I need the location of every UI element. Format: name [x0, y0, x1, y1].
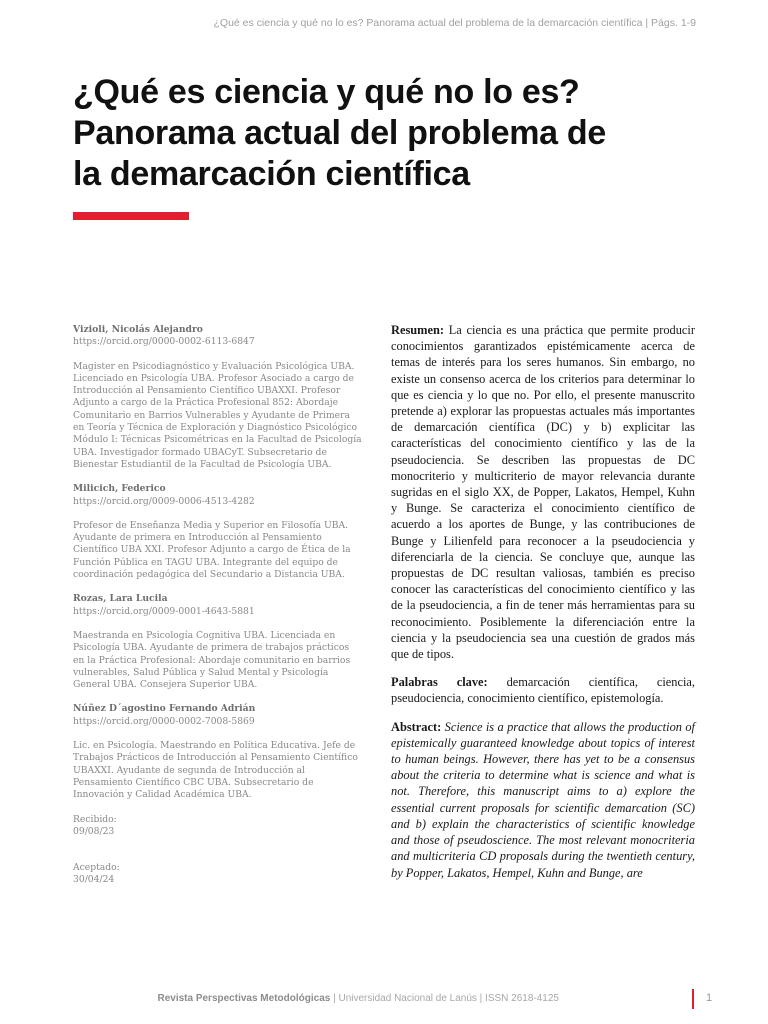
- author-bio: Magister en Psicodiagnóstico y Evaluación Psicológica UBA. Licenciado en Psicología UBA. Profesor Asociado a cargo de Introducción al Pensamiento Científico UBAXXI. Profesor Adjunto a cargo de la Práctica Profesional 852: Abordaje Comunitario en Barrios Vulnerables y Ayudante de Primera en Teoría y Técnica de Exploración y Diagnóstico Psicológico Módulo I: Técnicas Psicométricas en la Facultad de Psicología UBA. Investigador formado UBACyT. Subsecretario de Bienestar Estudiantil de la Facultad de Psicología UBA.: [73, 360, 362, 470]
- abstract-label: Abstract:: [391, 719, 442, 734]
- keywords-paragraph: [391, 674, 695, 706]
- abstract-paragraph: [391, 719, 695, 881]
- resumen-text: La ciencia es una práctica que permite producir conocimientos garantizados epistémicamente acerca de temas de interés para los seres humanos. Sin embargo, no existe un consenso acerca de los criterios para determinar lo que es ciencia y lo que no. Por ello, el presente manuscrito pretende a) explorar las propuestas actuales más importantes de demarcación científica (DC) y b) explicitar las características del conocimiento científico y las de la pseudociencia. Se describen las propuestas de DC monocriterio y multicriterio de mayor relevancia durante sugridas en el siglo XX, de Popper, Lakatos, Hempel, Kuhn y Bunge. Se caracteriza el conocimiento científico de acuerdo a los aportes de Bunge, y las contribuciones de Bunge y Lilienfeld para reconocer a la pseudociencia y diferenciarla de la ciencia. Se concluye que, aunque las propuestas de DC resultan valiosas, también es preciso conocer las características del conocimiento científico y las de la pseudociencia, a fin de tener más herramientas para su reconocimiento. Posiblemente la diferenciación entre la ciencia y la pseudociencia sea una cuestión de grados más que de tipos.: [391, 323, 695, 662]
- author-orcid-link[interactable]: https://orcid.org/0009-0006-4513-4282: [73, 495, 255, 507]
- footer-journal-info: [157, 993, 559, 1004]
- resumen-paragraph: [391, 322, 695, 662]
- author-bio: Profesor de Enseñanza Media y Superior en Filosofía UBA. Ayudante de primera en Introducción al Pensamiento Científico UBA XXI. Profesor Adjunto a cargo de Ética de la Función Pública en TAGU UBA. Integrante del equipo de coordinación pedagógica del Secundario a Distancia UBA.: [73, 519, 351, 581]
- keywords-label: Palabras clave:: [391, 675, 488, 690]
- author-orcid-link[interactable]: https://orcid.org/0009-0001-4643-5881: [73, 605, 255, 617]
- accepted-label: Aceptado:: [73, 862, 120, 874]
- abstract-text: Science is a practice that allows the production of epistemically guaranteed knowledge about topics of interest to human beings. However, there has yet to be a consensus about the criteria to determine what is science and what is not. Therefore, this manuscript aims to a) explore the essential current proposals for scientific demarcation (SC) and b) explain the characteristics of scientific knowledge and those of pseudoscience. The most relevant monocriteria and multicriteria CD proposals during the twentieth century, by Popper, Lakatos, Hempel, Kuhn and Bunge, are: [391, 719, 695, 880]
- author-block: [73, 483, 363, 581]
- author-name: Milicich, Federico: [73, 483, 166, 495]
- article-title: [73, 72, 713, 195]
- footer-journal-name: Revista Perspectivas Metodológicas: [157, 993, 331, 1004]
- author-name: Rozas, Lara Lucila: [73, 593, 168, 605]
- accepted-date: 30/04/24: [73, 874, 115, 886]
- received-label: Recibido:: [73, 813, 117, 825]
- resumen-label: Resumen:: [391, 323, 444, 337]
- title-accent-rule: [73, 212, 189, 220]
- running-header: ¿Qué es ciencia y qué no lo es? Panorama actual del problema de la demarcación científica | Págs. 1-9: [213, 17, 696, 29]
- author-block: [73, 593, 363, 691]
- author-orcid-link[interactable]: https://orcid.org/0000-0002-7008-5869: [73, 715, 255, 727]
- author-orcid-link[interactable]: https://orcid.org/0000-0002-6113-6847: [73, 336, 255, 348]
- author-name: Vizioli, Nicolás Alejandro: [73, 324, 203, 335]
- footer-journal-details: | Universidad Nacional de Lanús | ISSN 2618-4125: [330, 993, 559, 1004]
- author-bio: Lic. en Psicología. Maestrando en Política Educativa. Jefe de Trabajos Prácticos de Introducción al Pensamiento Científico UBAXXI. Ayudante de segunda de Introducción al Pensamiento Científico CBC UBA. Subsecretario de Innovación y Calidad Académica UBA.: [73, 740, 358, 801]
- author-block: [73, 324, 363, 471]
- footer-accent-bar: [692, 989, 694, 1009]
- author-column: [73, 324, 363, 887]
- keywords-text: demarcación científica, ciencia, pseudociencia, conocimiento científico, epistemología.: [391, 675, 695, 706]
- article-title-line-3: la demarcación científica: [73, 155, 470, 193]
- received-date: 09/08/23: [73, 825, 115, 837]
- article-title-line-2: Panorama actual del problema de: [73, 114, 606, 152]
- author-name: Núñez D´agostino Fernando Adrián: [73, 703, 256, 715]
- page-number: 1: [706, 992, 713, 1004]
- abstract-column: [391, 322, 695, 881]
- author-bio: Maestranda en Psicología Cognitiva UBA. Licenciada en Psicología UBA. Ayudante de primera de trabajos prácticos en la Práctica Profesional: Abordaje comunitario en barrios vulnerables, Salud Pública y Salud Mental y Psicología General UBA. Consejera Superior UBA.: [73, 629, 351, 691]
- author-block: [73, 703, 363, 801]
- article-title-line-1: ¿Qué es ciencia y qué no lo es?: [73, 73, 580, 111]
